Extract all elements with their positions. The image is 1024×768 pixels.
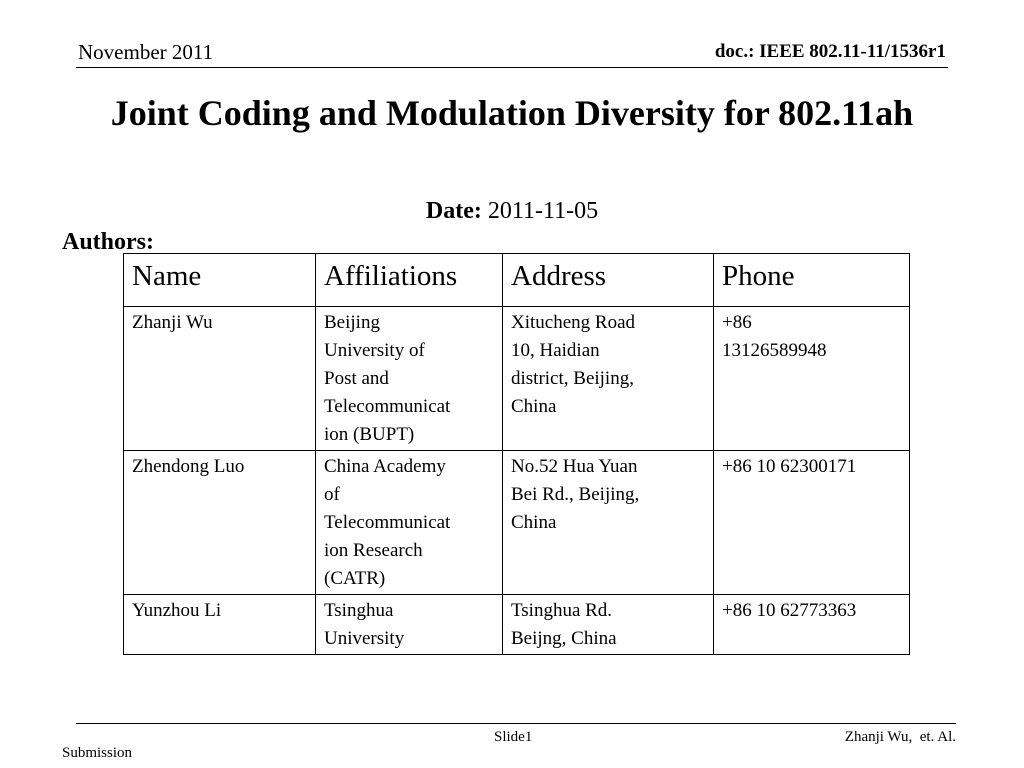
cell-line: Yunzhou Li bbox=[132, 600, 222, 621]
table-header-row bbox=[124, 254, 910, 307]
cell-line: district, Beijing, bbox=[511, 368, 634, 389]
table-row bbox=[124, 595, 910, 655]
header-rule bbox=[76, 67, 948, 68]
cell-name bbox=[124, 451, 316, 595]
cell-line: China bbox=[511, 512, 557, 533]
footer-author: Zhanji Wu, et. Al. bbox=[844, 729, 956, 745]
cell-address bbox=[503, 307, 714, 451]
column-header-phone: Phone bbox=[714, 254, 910, 307]
cell-line: China bbox=[511, 396, 557, 417]
cell-name bbox=[124, 595, 316, 655]
cell-phone bbox=[714, 451, 910, 595]
cell-line: of bbox=[324, 484, 340, 505]
footer-slide-number: Slide1 bbox=[494, 729, 533, 745]
date-label: Date: bbox=[425, 198, 482, 224]
cell-phone bbox=[714, 595, 910, 655]
column-header-address: Address bbox=[503, 254, 714, 307]
cell-line: 13126589948 bbox=[722, 340, 827, 361]
cell-line: 10, Haidian bbox=[511, 340, 600, 361]
cell-line: Tsinghua bbox=[324, 600, 394, 621]
cell-line: No.52 Hua Yuan bbox=[511, 456, 638, 477]
cell-line: +86 10 62300171 bbox=[722, 456, 857, 477]
cell-affiliation bbox=[316, 451, 503, 595]
cell-line: Tsinghua Rd. bbox=[511, 600, 613, 621]
header-doc-id: doc.: IEEE 802.11-11/1536r1 bbox=[714, 41, 946, 62]
date-line bbox=[0, 196, 1024, 226]
cell-line: (CATR) bbox=[324, 568, 386, 589]
cell-phone bbox=[714, 307, 910, 451]
cell-line: Bei Rd., Beijing, bbox=[511, 484, 640, 505]
cell-line: University of bbox=[324, 340, 425, 361]
footer-submission: Submission bbox=[62, 745, 133, 761]
cell-line: Zhendong Luo bbox=[132, 456, 245, 477]
cell-line: China Academy bbox=[324, 456, 446, 477]
cell-name bbox=[124, 307, 316, 451]
authors-label: Authors: bbox=[62, 229, 155, 255]
cell-affiliation bbox=[316, 307, 503, 451]
cell-line: Telecommunicat bbox=[324, 396, 451, 417]
cell-line: +86 bbox=[722, 312, 752, 333]
table-row bbox=[124, 307, 910, 451]
column-header-name: Name bbox=[124, 254, 316, 307]
cell-line: +86 10 62773363 bbox=[722, 600, 857, 621]
footer-rule bbox=[76, 723, 956, 724]
table-row bbox=[124, 451, 910, 595]
cell-line: Telecommunicat bbox=[324, 512, 451, 533]
header-date: November 2011 bbox=[78, 40, 214, 64]
date-value: 2011-11-05 bbox=[487, 198, 599, 224]
cell-line: ion Research bbox=[324, 540, 423, 561]
cell-line: Xitucheng Road bbox=[511, 312, 636, 333]
cell-line: University bbox=[324, 628, 405, 649]
cell-address bbox=[503, 595, 714, 655]
authors-table bbox=[123, 253, 910, 655]
cell-address bbox=[503, 451, 714, 595]
cell-line: Post and bbox=[324, 368, 389, 389]
cell-line: Beijing bbox=[324, 312, 380, 333]
cell-line: ion (BUPT) bbox=[324, 424, 415, 445]
cell-line: Beijng, China bbox=[511, 628, 617, 649]
cell-affiliation bbox=[316, 595, 503, 655]
cell-line: Zhanji Wu bbox=[132, 312, 213, 333]
slide-title: Joint Coding and Modulation Diversity for 802.11ah bbox=[110, 93, 914, 133]
column-header-affiliations: Affiliations bbox=[316, 254, 503, 307]
